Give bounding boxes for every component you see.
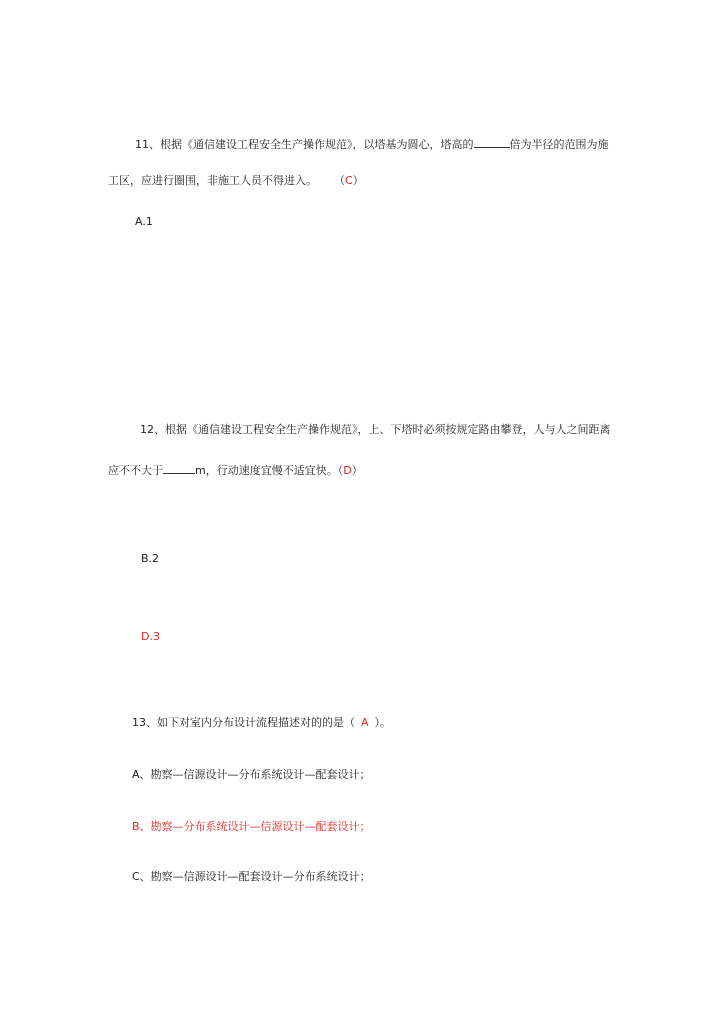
q11-stem-text-cont: 倍为半径的范围为施 bbox=[509, 138, 609, 151]
q11-blank bbox=[474, 136, 510, 148]
q13-option-c: C、勘察—信源设计—配套设计—分布系统设计； bbox=[132, 870, 371, 883]
q12-option-b: B.2 bbox=[141, 552, 160, 565]
q11-stem-line2 bbox=[108, 174, 364, 188]
q12-answer-close: ） bbox=[351, 464, 363, 477]
q12-option-d: D.3 bbox=[141, 630, 160, 643]
q11-answer: C bbox=[345, 174, 353, 187]
q11-stem-text: 11、根据《通信建设工程安全生产操作规范》，以塔基为圆心，塔高的 bbox=[135, 138, 474, 151]
q11-answer-open: （ bbox=[334, 174, 345, 187]
q13-answer: A bbox=[361, 716, 369, 729]
q12-stem-text-cont: m，行动速度宜慢不适宜快。 bbox=[195, 464, 338, 477]
q12-answer-open: （ bbox=[337, 464, 344, 477]
q12-stem-line2 bbox=[108, 462, 363, 478]
q13-option-b: B、勘察—分布系统设计—信源设计—配套设计； bbox=[132, 820, 371, 833]
q11-stem-text-line2: 工区，应进行圈围，非施工人员不得进入。 bbox=[108, 174, 317, 187]
q13-option-a: A、勘察—信源设计—分布系统设计—配套设计； bbox=[132, 768, 371, 781]
q11-option-a: A.1 bbox=[135, 215, 153, 228]
q12-blank bbox=[163, 462, 195, 474]
q11-stem-line1 bbox=[135, 136, 609, 152]
q12-stem-text: 应不不大于 bbox=[108, 464, 163, 477]
q13-stem bbox=[132, 716, 391, 730]
q11-answer-close: ） bbox=[352, 174, 364, 187]
q12-stem-line1: 12、根据《通信建设工程安全生产操作规范》，上、下塔时必须按规定路由攀登，人与人之间距离 bbox=[140, 423, 611, 436]
q13-stem-text: 13、如下对室内分布设计流程描述对的的是（ bbox=[132, 716, 355, 729]
q13-stem-text-cont: ）。 bbox=[374, 716, 392, 729]
q12-answer: D bbox=[343, 464, 352, 477]
